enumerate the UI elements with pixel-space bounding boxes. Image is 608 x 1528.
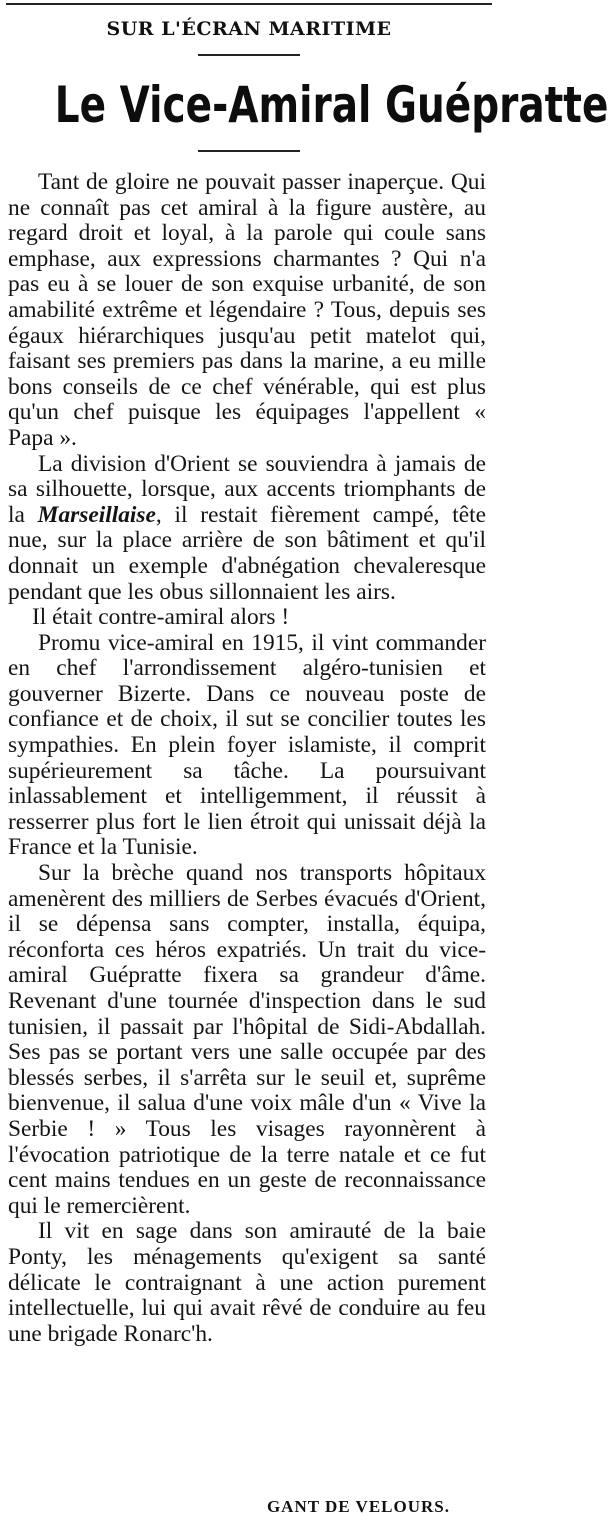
paragraph-2-after: , il restait fièrement campé, tête nue, sur la place arrière de son bâtiment et qu'il donnait un exemple d'abnégation chevaleresque pendant que les obus sillonnaient les airs. [8,501,486,605]
paragraph-5: Sur la brèche quand nos transports hôpitaux amenèrent des milliers de Serbes évacués d'Orient, il se dépensa sans compter, installa, équipa, réconforta ces héros expatriés. Un trait du vice-amiral Guépratte fixera sa grandeur d'âme. Revenant d'une tournée d'inspection dans le sud tunisien, il passait par l'hôpital de Sidi-Abdallah. Ses pas se portant vers une salle occupée par des blessés serbes, il s'arrêta sur le seuil et, suprême bienvenue, il salua d'une voix mâle d'un « Vive la Serbie ! » Tous les visages rayonnèrent à l'évocation patriotique de la terre natale et ce fut cent mains tendues en un geste de reconnaissance qui le remercièrent. [8,860,486,1219]
top-rule [6,3,492,5]
section-kicker: SUR L'ÉCRAN MARITIME [106,18,392,40]
article-headline: Le Vice-Amiral Guépratte [54,76,608,134]
paragraph-4: Promu vice-amiral en 1915, il vint commander en chef l'arrondissement algéro-tunisien et gouverner Bizerte. Dans ce nouveau poste de confiance et de choix, il sut se concilier toutes les sympathies. En plein foyer islamiste, il comprit supérieurement sa tâche. La poursuivant inlassablement et intelligemment, il réussit à resserrer plus fort le lien étroit qui unissait déjà la France et la Tunisie. [8,629,486,861]
marseillaise-emphasis: Marseillaise [37,501,156,528]
paragraph-3: Il était contre-amiral alors ! [32,604,290,631]
headline-divider [198,150,300,152]
author-signature: GANT DE VELOURS. [266,1497,450,1516]
paragraph-2 [8,452,486,606]
paragraph-6: Il vit en sage dans son amirauté de la baie Ponty, les ménagements qu'exigent sa santé délicate le contraignant à une action purement intellectuelle, lui qui avait rêvé de conduire au feu une brigade Ronarc'h. [8,1218,486,1347]
kicker-divider [198,54,300,56]
paragraph-1: Tant de gloire ne pouvait passer inaperçue. Qui ne connaît pas cet amiral à la figure austère, au regard droit et loyal, à la parole qui coule sans emphase, aux expressions charmantes ? Qui n'a pas eu à se louer de son exquise urbanité, de son amabilité extrême et légendaire ? Tous, depuis ses égaux hiérarchiques jusqu'au petit matelot qui, faisant ses premiers pas dans la marine, a eu mille bons conseils de ce chef vénérable, qui est plus qu'un chef puisque les équipages l'appellent « Papa ». [8,169,486,451]
article-body [8,170,486,1347]
paragraph-2-before: La division d'Orient se souviendra à jamais de sa silhouette, lorsque, aux accents triomphants de la [8,450,486,528]
